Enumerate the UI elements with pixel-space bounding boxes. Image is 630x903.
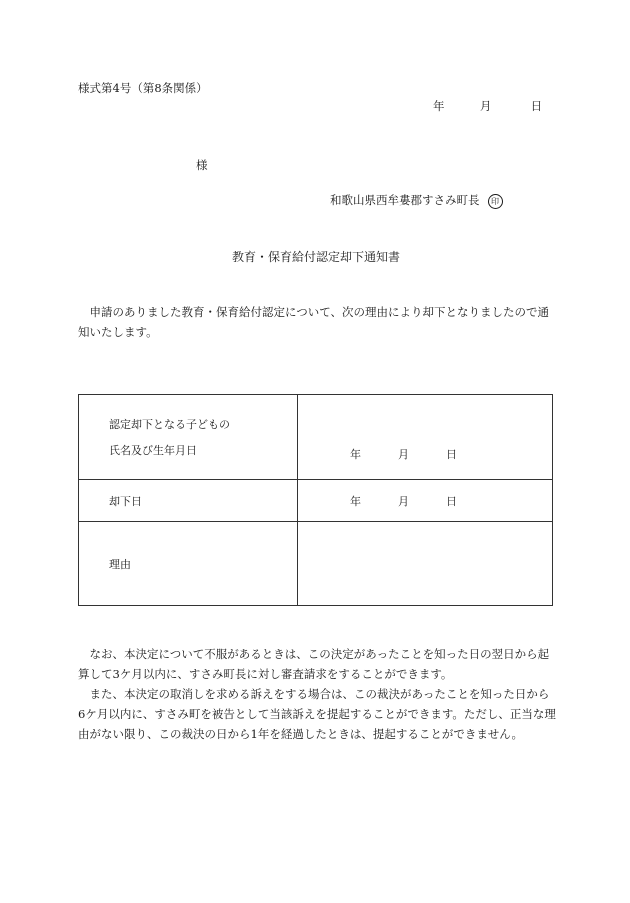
table-row-reason bbox=[79, 522, 553, 606]
birth-day: 日 bbox=[446, 447, 457, 461]
birth-month: 月 bbox=[398, 447, 409, 461]
table-row-child bbox=[79, 395, 553, 480]
rejection-date bbox=[298, 493, 552, 509]
addressee-suffix: 様 bbox=[196, 158, 208, 172]
birth-year: 年 bbox=[350, 447, 361, 461]
header-day: 日 bbox=[530, 99, 543, 113]
appeal-note-paragraph: なお、本決定について不服があるときは、この決定があったことを知った日の翌日から起算して3ケ月以内に、すさみ町長に対し審査請求をすることができます。 bbox=[78, 647, 550, 681]
reason-cell bbox=[298, 522, 553, 606]
document-title: 教育・保育給付認定却下通知書 bbox=[232, 250, 401, 264]
issuer-name: 和歌山県西牟婁郡すさみ町長 bbox=[330, 193, 480, 207]
lawsuit-note-paragraph: また、本決定の取消しを求める訴えをする場合は、この裁決があったことを知った日から6ケ月以内に、すさみ町を被告として当該訴えを提起することができます。ただし、正当な理由がない限り、この裁決の日から1年を経過したときは、提起することができません。 bbox=[78, 687, 556, 741]
child-value-cell bbox=[298, 395, 553, 480]
reason-label: 理由 bbox=[79, 522, 298, 606]
rejection-month: 月 bbox=[398, 494, 409, 508]
child-label-line1: 認定却下となる子どもの bbox=[109, 418, 230, 431]
header-date bbox=[433, 98, 542, 114]
intro-paragraph: 申請のありました教育・保育給付認定について、次の理由により却下となりましたので通知いたします。 bbox=[78, 305, 550, 339]
issuer-block bbox=[330, 192, 503, 209]
rejection-date-cell bbox=[298, 480, 553, 522]
child-label-cell bbox=[79, 395, 298, 480]
child-label-line2: 氏名及び生年月日 bbox=[109, 444, 197, 457]
header-month: 月 bbox=[479, 99, 492, 113]
table-row-rejection-date bbox=[79, 480, 553, 522]
seal-mark: 印 bbox=[488, 194, 503, 209]
form-number: 様式第4号（第8条関係） bbox=[78, 81, 208, 95]
rejection-date-label: 却下日 bbox=[79, 480, 298, 522]
detail-table bbox=[78, 394, 553, 606]
header-year: 年 bbox=[433, 99, 445, 113]
birth-date bbox=[298, 446, 552, 462]
rejection-day: 日 bbox=[446, 494, 457, 508]
rejection-year: 年 bbox=[350, 494, 361, 508]
